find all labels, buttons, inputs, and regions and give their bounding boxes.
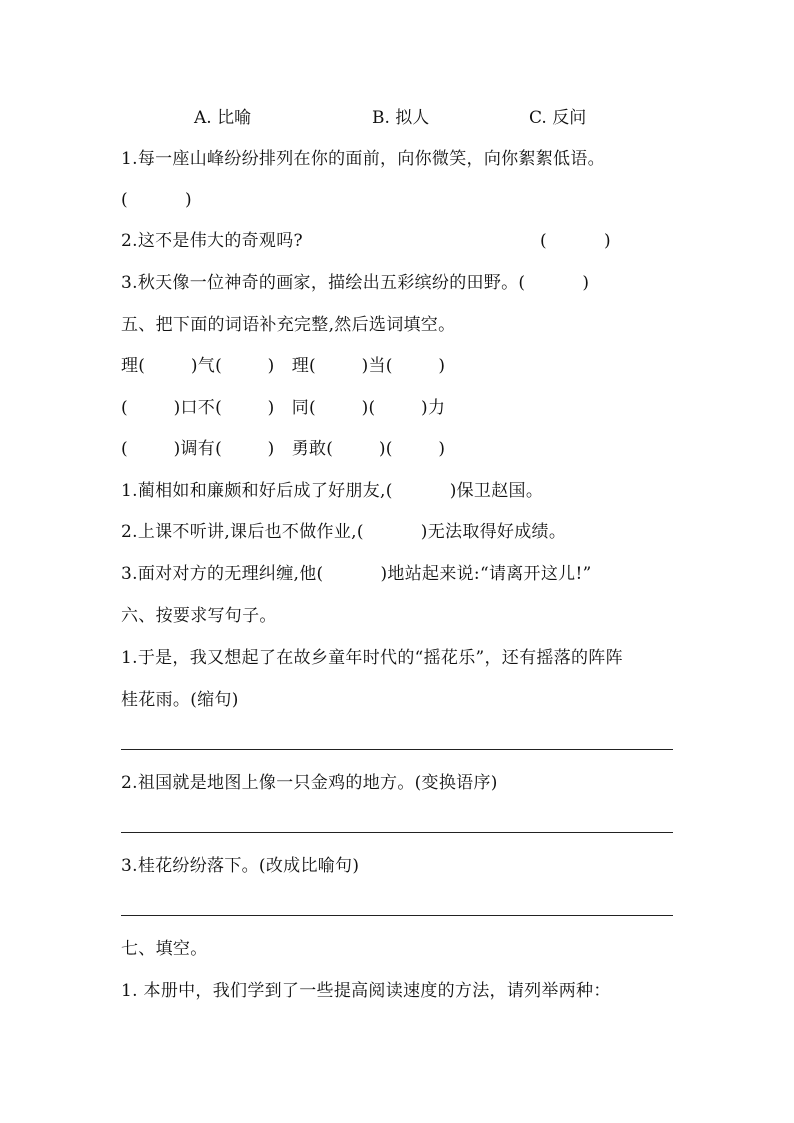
word-fill-row: ( )调有( ) 勇敢( )( ) — [121, 439, 446, 459]
question-line: 3.秋天像一位神奇的画家，描绘出五彩缤纷的田野。( ) — [121, 273, 590, 293]
word-fill-row: ( )口不( ) 同( )( )力 — [121, 398, 446, 418]
question-line: 2.这不是伟大的奇观吗? — [121, 231, 303, 251]
answer-line[interactable] — [121, 749, 673, 750]
option-a: A. 比喻 — [194, 108, 252, 128]
answer-line[interactable] — [121, 915, 673, 916]
question-line: 桂花雨。(缩句) — [121, 690, 239, 710]
question-line: 1. 本册中，我们学到了一些提高阅读速度的方法，请列举两种： — [121, 981, 611, 1001]
answer-blank: ( ) — [540, 231, 611, 251]
question-line: 1.每一座山峰纷纷排列在你的面前，向你微笑，向你絮絮低语。 — [121, 149, 605, 169]
question-line: 1.于是，我又想起了在故乡童年时代的“摇花乐”，还有摇落的阵阵 — [121, 648, 623, 668]
option-c: C. 反问 — [529, 108, 587, 128]
section-title: 五、把下面的词语补充完整,然后选词填空。 — [121, 315, 456, 335]
section-title: 六、按要求写句子。 — [121, 606, 277, 626]
answer-blank: ( ) — [121, 190, 192, 210]
question-line: 3.桂花纷纷落下。(改成比喻句) — [121, 856, 360, 876]
question-line: 2.祖国就是地图上像一只金鸡的地方。(变换语序) — [121, 773, 498, 793]
section-title: 七、填空。 — [121, 939, 208, 959]
word-fill-row: 理( )气( ) 理( )当( ) — [121, 356, 446, 376]
question-line: 2.上课不听讲,课后也不做作业,( )无法取得好成绩。 — [121, 522, 567, 542]
answer-line[interactable] — [121, 832, 673, 833]
question-line: 3.面对对方的无理纠缠,他( )地站起来说:“请离开这儿!” — [121, 564, 592, 584]
option-b: B. 拟人 — [372, 108, 430, 128]
question-line: 1.蔺相如和廉颇和好后成了好朋友,( )保卫赵国。 — [121, 481, 544, 501]
